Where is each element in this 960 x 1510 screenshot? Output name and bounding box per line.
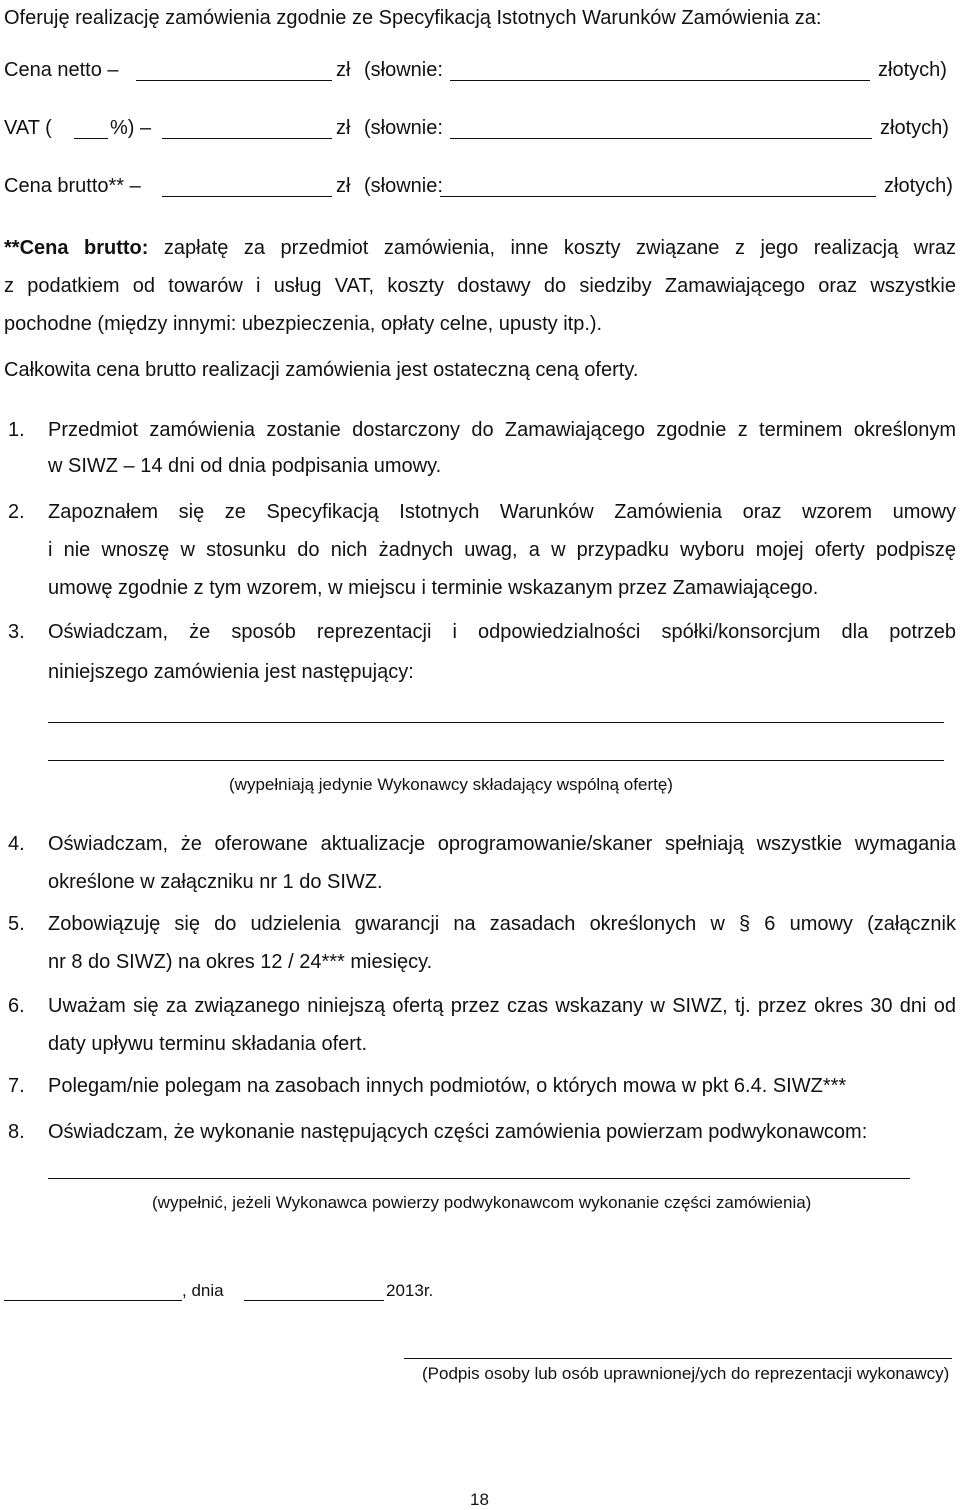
- item-number: 4.: [8, 833, 25, 855]
- item-number: 6.: [8, 995, 25, 1017]
- currency-label: zł: [336, 175, 351, 197]
- currency-label: zł: [336, 117, 351, 139]
- words-label: (słownie:: [364, 175, 443, 197]
- dnia-label: , dnia: [182, 1281, 224, 1300]
- words-label: (słownie:: [364, 59, 443, 81]
- brutto-note-line-3: pochodne (między innymi: ubezpieczenia, opłaty celne, upusty itp.).: [4, 313, 603, 335]
- intro-text: Oferuję realizację zamówienia zgodnie ze Specyfikacją Istotnych Warunków Zamówienia za:: [4, 7, 822, 29]
- vat-label-open: VAT (: [4, 117, 52, 139]
- netto-amount-field[interactable]: [136, 80, 332, 81]
- item-3-line-1: Oświadczam, że sposób reprezentacji i odpowiedzialności spółki/konsorcjum dla potrzeb: [48, 621, 956, 643]
- brutto-note-line-4: Całkowita cena brutto realizacji zamówienia jest ostateczną ceną oferty.: [4, 359, 639, 381]
- item-3-line-2: niniejszego zamówienia jest następujący:: [48, 661, 414, 683]
- place-field[interactable]: [4, 1300, 182, 1301]
- item-5-line-2: nr 8 do SIWZ) na okres 12 / 24*** miesięcy.: [48, 951, 433, 973]
- item-4-line-2: określone w załączniku nr 1 do SIWZ.: [48, 871, 383, 893]
- item-8-line-1: Oświadczam, że wykonanie następujących części zamówienia powierzam podwykonawcom:: [48, 1121, 868, 1143]
- words-label: (słownie:: [364, 117, 443, 139]
- brutto-amount-field[interactable]: [162, 196, 332, 197]
- vat-percent-field[interactable]: [74, 138, 108, 139]
- item-7-line-1: Polegam/nie polegam na zasobach innych podmiotów, o których mowa w pkt 6.4. SIWZ***: [48, 1075, 847, 1097]
- item-number: 8.: [8, 1121, 25, 1143]
- item-6-line-1: Uważam się za związanego niniejszą ofertą przez czas wskazany w SIWZ, tj. przez okres 30 dni od: [48, 995, 956, 1017]
- subcontract-field[interactable]: [48, 1178, 910, 1179]
- item-5-line-1: Zobowiązuję się do udzielenia gwarancji na zasadach określonych w § 6 umowy (załącznik: [48, 913, 956, 935]
- item-2-line-2: i nie wnoszę w stosunku do nich żadnych uwag, a w przypadku wyboru mojej oferty podpiszę: [48, 539, 956, 561]
- item-number: 5.: [8, 913, 25, 935]
- date-field[interactable]: [244, 1300, 384, 1301]
- item-2-line-3: umowę zgodnie z tym wzorem, w miejscu i terminie wskazanym przez Zamawiającego.: [48, 577, 819, 599]
- consortium-field-2[interactable]: [48, 760, 944, 761]
- item-number: 1.: [8, 419, 25, 441]
- brutto-note-bold: **Cena brutto:: [4, 237, 149, 259]
- item-1-line-1: Przedmiot zamówienia zostanie dostarczony do Zamawiającego zgodnie z terminem określonym: [48, 419, 956, 441]
- brutto-label: Cena brutto** –: [4, 175, 141, 197]
- item-6-line-2: daty upływu terminu składania ofert.: [48, 1033, 368, 1055]
- signature-field[interactable]: [404, 1358, 952, 1359]
- vat-words-field[interactable]: [450, 138, 872, 139]
- year-label: 2013r.: [386, 1281, 434, 1300]
- brutto-note-line-2: z podatkiem od towarów i usług VAT, koszty dostawy do siedziby Zamawiającego oraz wszystkie: [4, 275, 956, 297]
- consortium-field-1[interactable]: [48, 722, 944, 723]
- subcontract-note: (wypełnić, jeżeli Wykonawca powierzy podwykonawcom wykonanie części zamówienia): [152, 1193, 812, 1212]
- item-number: 7.: [8, 1075, 25, 1097]
- brutto-note-rest: zapłatę za przedmiot zamówienia, inne koszty związane z jego realizacją wraz: [163, 237, 956, 259]
- item-number: 3.: [8, 621, 25, 643]
- item-2-line-1: Zapoznałem się ze Specyfikacją Istotnych Warunków Zamówienia oraz wzorem umowy: [48, 501, 956, 523]
- item-1-line-2: w SIWZ – 14 dni od dnia podpisania umowy.: [48, 455, 442, 477]
- signature-note: (Podpis osoby lub osób uprawnionej/ych do reprezentacji wykonawcy): [422, 1364, 950, 1383]
- item-number: 2.: [8, 501, 25, 523]
- words-end-label: złotych): [884, 175, 953, 197]
- netto-words-field[interactable]: [450, 80, 870, 81]
- words-end-label: złotych): [880, 117, 949, 139]
- consortium-note: (wypełniają jedynie Wykonawcy składający wspólną ofertę): [229, 775, 673, 794]
- vat-amount-field[interactable]: [162, 138, 332, 139]
- words-end-label: złotych): [878, 59, 947, 81]
- netto-label: Cena netto –: [4, 59, 119, 81]
- brutto-note-line-1: [4, 236, 956, 260]
- item-4-line-1: Oświadczam, że oferowane aktualizacje oprogramowanie/skaner spełniają wszystkie wymagania: [48, 833, 956, 855]
- currency-label: zł: [336, 59, 351, 81]
- vat-label-close: %) –: [110, 117, 152, 139]
- brutto-words-field[interactable]: [440, 196, 876, 197]
- page-number: 18: [470, 1490, 489, 1509]
